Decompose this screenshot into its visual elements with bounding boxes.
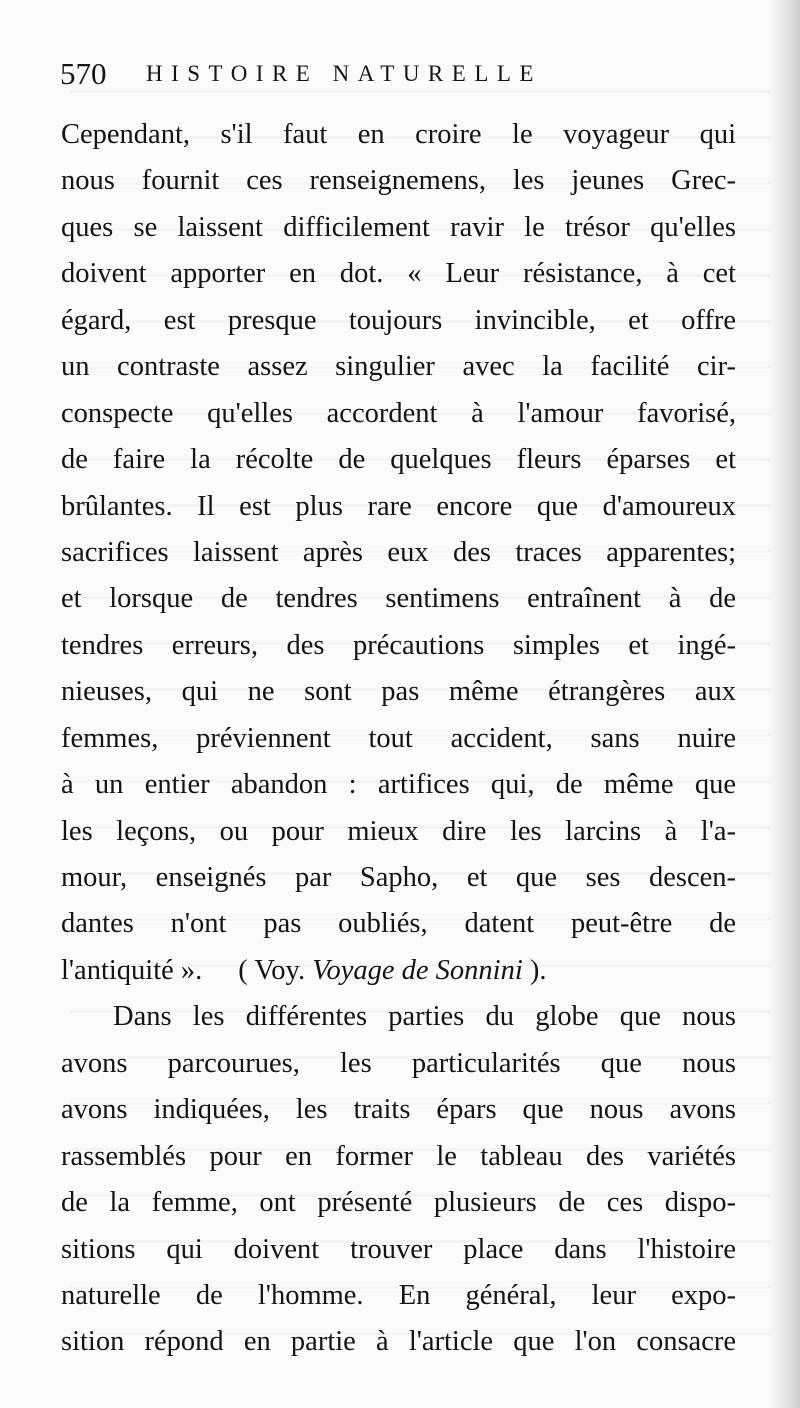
text-line: tendres erreurs, des précautions simples et ingé- [61,629,736,661]
text-line: de faire la récolte de quelques fleurs éparses et [61,444,736,476]
reference-title: Voyage de Sonnini [312,954,523,986]
page-number: 570 [60,56,107,91]
text-line: doivent apporter en dot. « Leur résistance, à cet [61,258,736,290]
text-line: ques se laissent difficilement ravir le trésor qu'elles [61,211,736,243]
text-line: nieuses, qui ne sont pas même étrangères aux [61,676,736,708]
text-line: de la femme, ont présenté plusieurs de ces dispo- [61,1187,736,1219]
text-line: égard, est presque toujours invincible, et offre [61,304,736,336]
text-line: les leçons, ou pour mieux dire les larcins à l'a- [61,815,736,847]
text-line: mour, enseignés par Sapho, et que ses descen- [61,862,736,893]
text-line: sacrifices laissent après eux des traces apparentes; [61,536,736,568]
text-line: avons parcourues, les particularités que nous [61,1047,736,1079]
text-line: dantes n'ont pas oubliés, datent peut-être de [61,908,736,940]
text-line: sitions qui doivent trouver place dans l'histoire [61,1233,736,1265]
quote-end: l'antiquité ». [61,954,203,986]
text-line: rassemblés pour en former le tableau des variétés [61,1140,736,1172]
reference-open: ( Voy. [238,954,306,986]
text-line: à un entier abandon : artifices qui, de même que [61,769,736,801]
paragraph-first-line: Dans les différentes parties du globe que nous [113,1001,736,1033]
reference-line [61,948,736,994]
text-line: Cependant, s'il faut en croire le voyageur qui [61,119,736,150]
reference [238,948,546,994]
text-line: avons indiquées, les traits épars que nous avons [61,1094,736,1126]
text-line: femmes, préviennent tout accident, sans nuire [61,722,736,754]
text-line: et lorsque de tendres sentimens entraînent à de [61,583,736,615]
text-line: un contraste assez singulier avec la facilité cir- [61,351,736,383]
page-edge-shadow [766,0,800,1408]
text-line: brûlantes. Il est plus rare encore que d'amoureux [61,490,736,522]
text-line: sition répond en partie à l'article que l'on consacre [61,1326,736,1358]
body-text [61,112,736,1366]
page-header [60,52,700,96]
text-line: nous fournit ces renseignemens, les jeunes Grec- [61,165,736,197]
reference-close: ). [529,954,547,986]
text-line: conspecte qu'elles accordent à l'amour favorisé, [61,397,736,429]
text-line: naturelle de l'homme. En général, leur expo- [61,1279,736,1311]
running-title: HISTOIRE NATURELLE [146,61,542,86]
